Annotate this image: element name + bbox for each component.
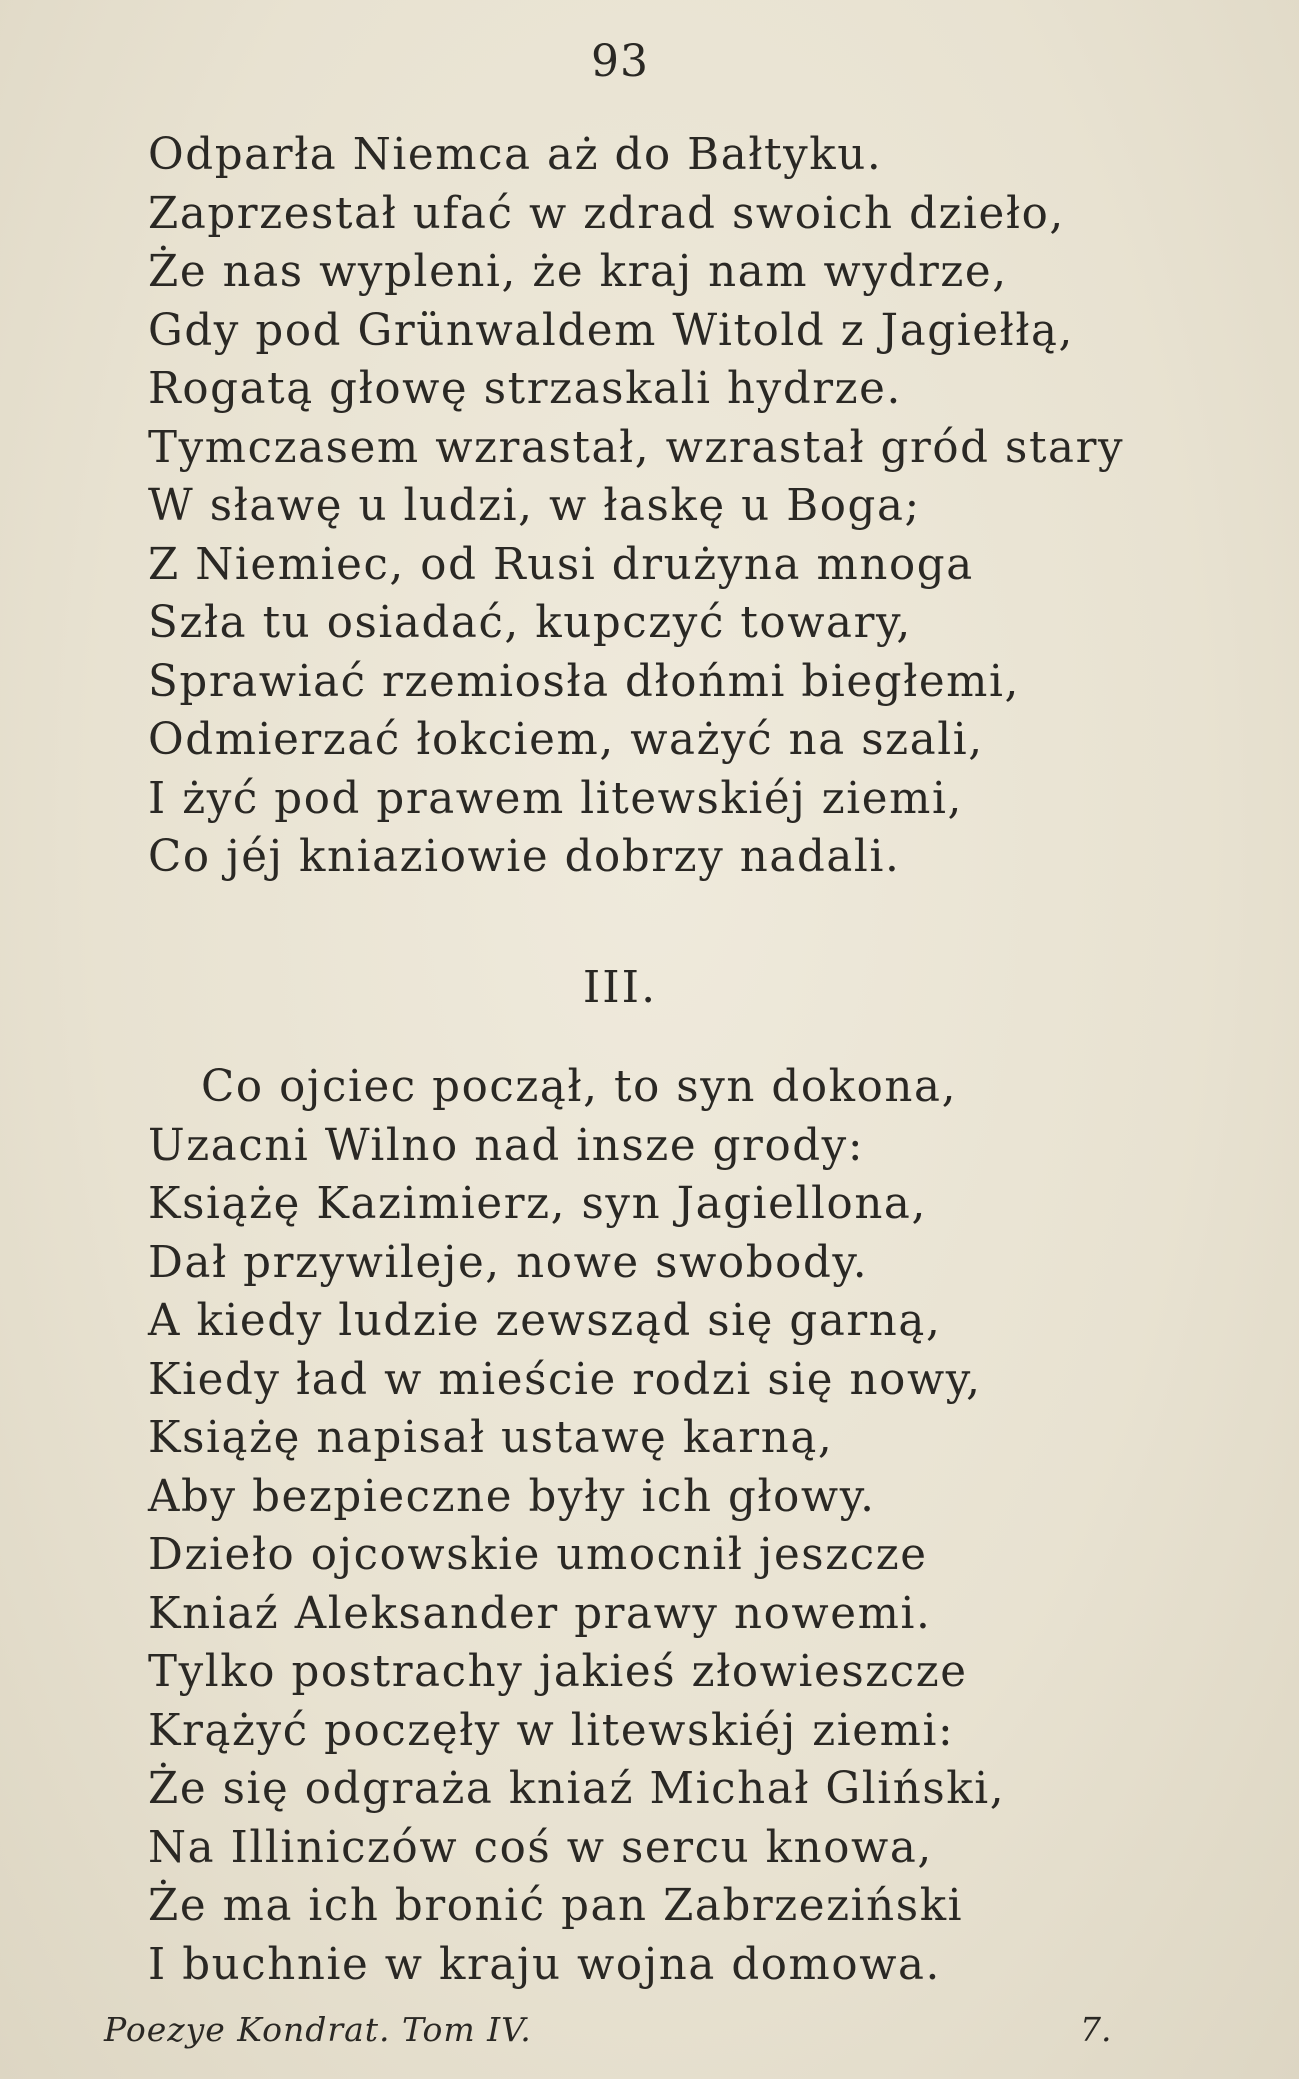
page-number: 93 [591, 36, 649, 87]
verse-line: A kiedy ludzie zewsząd się garną, [148, 1296, 942, 1346]
verse-line: Sprawiać rzemiosła dłońmi biegłemi, [148, 656, 1020, 707]
verse-line: Odmierzać łokciem, ważyć na szali, [148, 715, 984, 765]
verse-line: Że nas wypleni, że kraj nam wydrze, [148, 247, 1008, 297]
verse-line: Aby bezpieczne były ich głowy. [148, 1471, 876, 1522]
verse-line: Że ma ich bronić pan Zabrzeziński [148, 1881, 964, 1931]
verse-line: W sławę u ludzi, w łaskę u Boga; [148, 481, 921, 531]
verse-line: Szła tu osiadać, kupczyć towary, [148, 598, 912, 648]
printer-signature-mark: 7. [1080, 2010, 1112, 2049]
verse-line: I żyć pod prawem litewskiéj ziemi, [148, 773, 963, 824]
verse-line: Tymczasem wzrastał, wzrastał gród stary [148, 422, 1125, 473]
verse-line: Na Illiniczów coś w sercu knowa, [148, 1822, 933, 1873]
section-heading: III. [582, 962, 658, 1013]
footer-signature-line: Poezye Kondrat. Tom IV. [104, 2010, 532, 2049]
verse-line: Odparła Niemca aż do Bałtyku. [148, 130, 883, 180]
verse-line: Tylko postrachy jakieś złowieszcze [148, 1647, 968, 1697]
stanza-2 [148, 1058, 1005, 1994]
verse-line: Gdy pod Grünwaldem Witold z Jagiełłą, [148, 305, 1074, 356]
verse-line: Książę Kazimierz, syn Jagiellona, [148, 1179, 927, 1229]
verse-line: Uzacni Wilno nad insze grody: [148, 1120, 865, 1171]
verse-line: Że się odgraża kniaź Michał Gliński, [148, 1764, 1006, 1814]
verse-line: Książę napisał ustawę karną, [148, 1413, 834, 1463]
verse-line: Kniaź Aleksander prawy nowemi. [148, 1588, 932, 1639]
verse-line: I buchnie w kraju wojna domowa. [148, 1939, 941, 1990]
verse-line: Z Niemiec, od Rusi drużyna mnoga [148, 539, 974, 590]
verse-line: Dał przywileje, nowe swobody. [148, 1237, 869, 1288]
verse-line: Krążyć poczęły w litewskiéj ziemi: [148, 1705, 955, 1756]
verse-line: Co ojciec począł, to syn dokona, [201, 1062, 957, 1112]
verse-line: Rogatą głowę strzaskali hydrze. [148, 364, 902, 414]
verse-line: Kiedy ład w mieście rodzi się nowy, [148, 1354, 982, 1405]
stanza-1 [148, 126, 1124, 887]
verse-line: Co jéj kniaziowie dobrzy nadali. [148, 832, 901, 882]
verse-line: Zaprzestał ufać w zdrad swoich dzieło, [148, 188, 1065, 239]
verse-line: Dzieło ojcowskie umocnił jeszcze [148, 1530, 928, 1580]
